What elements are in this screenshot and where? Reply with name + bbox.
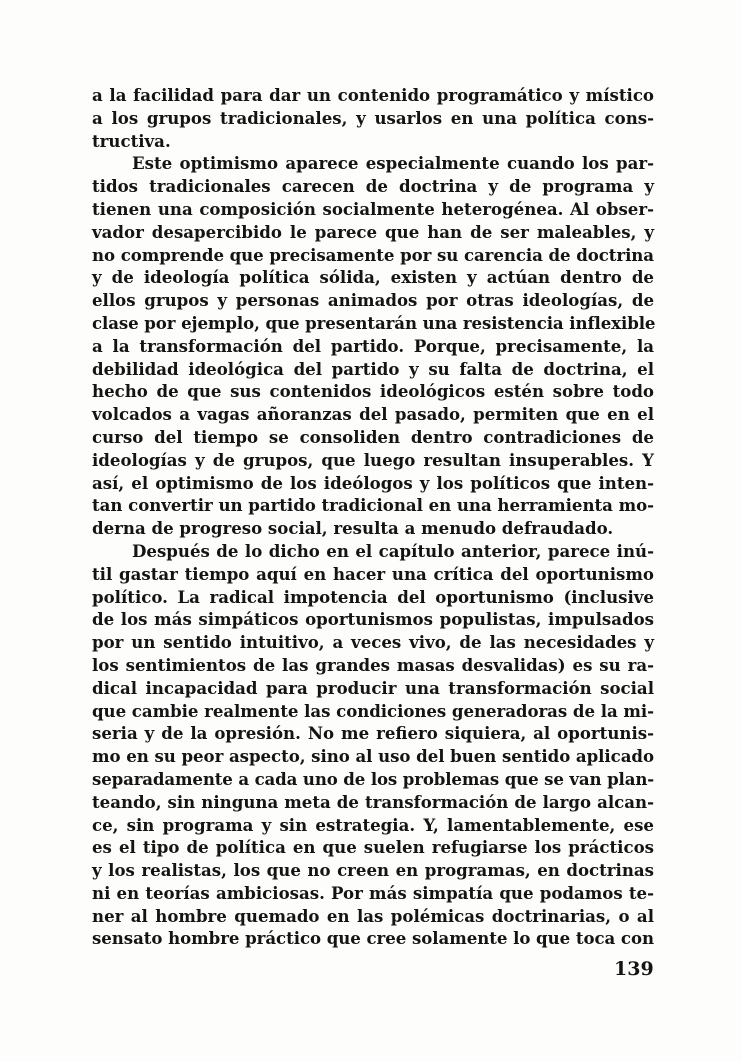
body-text [92,84,654,950]
text-line: a la facilidad para dar un contenido programático y místico [92,85,654,105]
text-line: til gastar tiempo aquí en hacer una crítica del oportunismo [92,563,654,584]
text-line: es el tipo de política en que suelen refugiarse los prácticos [92,837,654,858]
text-line: ni en teorías ambiciosas. Por más simpatía que podamos te- [92,882,654,903]
text-line: no comprende que precisamente por su carencia de doctrina [92,244,654,265]
text-line: ner al hombre quemado en las polémicas doctrinarias, o al [92,905,654,926]
text-line: ce, sin programa y sin estrategia. Y, lamentablemente, ese [92,814,654,835]
text-line: tan convertir un partido tradicional en una herramienta mo- [92,495,654,516]
text-line: volcados a vagas añoranzas del pasado, permiten que en el [92,404,654,425]
text-line: tienen una composición socialmente heterogénea. Al obser- [92,198,654,219]
text-line: así, el optimismo de los ideólogos y los políticos que inten- [92,472,654,493]
text-line: y de ideología política sólida, existen y actúan dentro de [92,267,654,288]
text-line: por un sentido intuitivo, a veces vivo, de las necesidades y [92,632,654,653]
text-line: tidos tradicionales carecen de doctrina y de programa y [92,176,654,197]
text-line: clase por ejemplo, que presentarán una resistencia inflexible [92,312,656,333]
text-line: ellos grupos y personas animados por otras ideologías, de [92,290,654,311]
text-line: dical incapacidad para producir una transformación social [92,677,654,698]
text-line: político. La radical impotencia del oportunismo (inclusive [92,586,654,607]
text-line: vador desapercibido le parece que han de ser maleables, y [92,221,654,242]
text-line: de los más simpáticos oportunismos populistas, impulsados [92,609,654,630]
text-line: teando, sin ninguna meta de transformación de largo alcan- [92,791,654,812]
paragraph [92,84,654,152]
text-line: a la transformación del partido. Porque, precisamente, la [92,335,654,356]
paragraph [92,540,654,950]
text-line: que cambie realmente las condiciones generadoras de la mi- [92,700,654,721]
text-line: Este optimismo aparece especialmente cuando los par- [132,153,654,174]
text-line: mo en su peor aspecto, sino al uso del buen sentido aplicado [92,746,654,767]
text-line: debilidad ideológica del partido y su falta de doctrina, el [92,358,654,379]
text-line: sensato hombre práctico que cree solamente lo que toca con [92,928,654,949]
text-line: tructiva. [92,130,171,151]
text-line: seria y de la opresión. No me refiero siquiera, al oportunis- [92,723,654,744]
text-line: hecho de que sus contenidos ideológicos estén sobre todo [92,381,654,402]
text-line: ideologías y de grupos, que luego resultan insuperables. Y [92,449,654,470]
text-line: los sentimientos de las grandes masas desvalidas) es su ra- [92,654,654,675]
text-line: derna de progreso social, resulta a menudo defraudado. [92,518,614,539]
text-line: a los grupos tradicionales, y usarlos en una política cons- [92,107,654,128]
text-line: curso del tiempo se consoliden dentro contradiciones de [92,426,654,447]
text-line: separadamente a cada uno de los problemas que se van plan- [92,768,654,789]
paragraph [92,152,654,540]
page-number: 139 [614,958,654,980]
text-line: y los realistas, los que no creen en programas, en doctrinas [92,860,654,881]
text-line: Después de lo dicho en el capítulo anterior, parece inú- [132,540,654,561]
